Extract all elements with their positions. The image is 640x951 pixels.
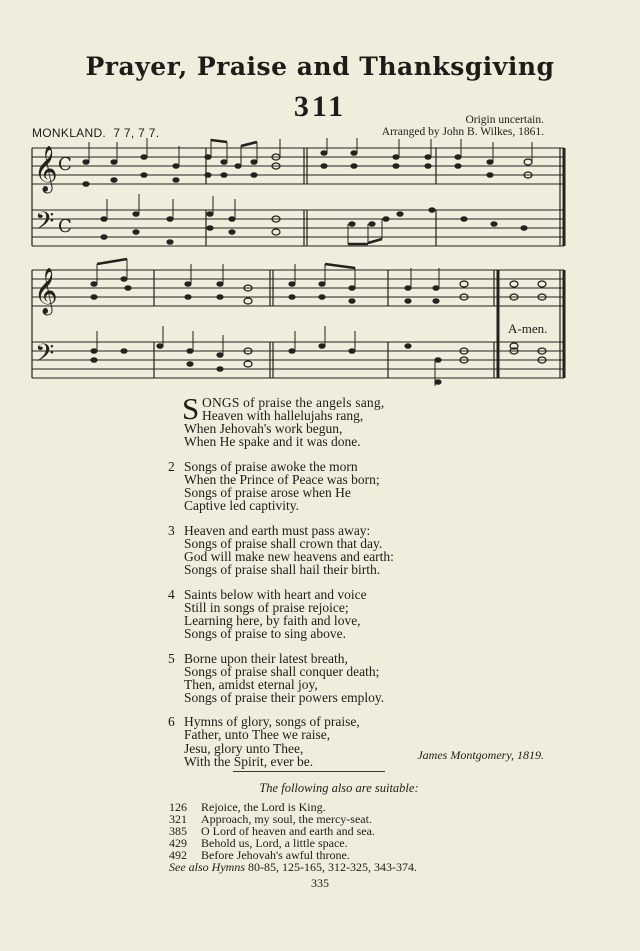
hymn-ref-number: 492 [169, 848, 187, 863]
see-also [169, 861, 417, 873]
verse-number: 3 [168, 522, 175, 538]
verse-line: Songs of praise arose when He [184, 485, 351, 501]
tune-origin: Origin uncertain. [465, 114, 544, 126]
suitable-hymns-list [169, 801, 417, 874]
page-number: 335 [311, 876, 329, 890]
verse-line: Jesu, glory unto Thee, [184, 740, 304, 756]
see-also-label: See also Hymns [169, 860, 245, 875]
verse-line: Heaven and earth must pass away: [184, 522, 371, 538]
verse-line: Hymns of glory, songs of praise, [184, 714, 360, 730]
verse-4 [168, 588, 394, 640]
verse-line: Songs of praise shall hail their birth. [184, 562, 381, 578]
half-notes [244, 154, 546, 367]
verse-line: Songs of praise awoke the morn [184, 458, 358, 474]
hymn-ref-title: Behold us, Lord, a little space. [201, 836, 348, 851]
beams [97, 140, 382, 268]
verse-number: 6 [168, 714, 175, 730]
verse-line: When the Prince of Peace was born; [184, 471, 380, 487]
hymn-ref-title: Approach, my soul, the mercy-seat. [201, 812, 372, 827]
hymn-ref-number: 321 [169, 812, 187, 827]
verse-line: ONGS of praise the angels sang, [202, 395, 385, 410]
hymn-ref-title: Rejoice, the Lord is King. [201, 800, 326, 814]
divider [233, 771, 385, 772]
verse-line: With the Spirit, ever be. [184, 753, 314, 769]
tune-meter: 7 7, 7 7. [113, 126, 160, 140]
verse-line: Heaven with hallelujahs rang, [202, 408, 364, 424]
verse-number: 2 [168, 458, 175, 474]
drop-cap: S [182, 391, 200, 426]
hymn-ref-number: 429 [169, 836, 187, 851]
verse-2 [168, 460, 394, 512]
author-credit: James Montgomery, 1819. [417, 748, 544, 762]
verse-3 [168, 524, 394, 576]
verse-line: Songs of praise their powers employ. [184, 689, 385, 705]
verse-line: Father, unto Thee we raise, [184, 727, 331, 743]
tune-title: MONKLAND. [32, 126, 107, 140]
music-score [24, 138, 572, 390]
bass-clef: 𝄢 [35, 207, 55, 242]
hymn-ref-title: O Lord of heaven and earth and sea. [201, 824, 375, 839]
verse-line: Songs of praise shall conquer death; [184, 663, 380, 679]
hymn-ref-title: Before Jehovah's awful throne. [201, 848, 350, 863]
verse-line: Then, amidst eternal joy, [184, 676, 318, 692]
section-title: Prayer, Praise and Thanksgiving [85, 52, 555, 81]
arranger-credit: Arranged by John B. Wilkes, 1861. [381, 126, 544, 138]
staff-lines [32, 148, 564, 378]
verse-line: God will make new heavens and earth: [184, 548, 394, 564]
verse-line: Songs of praise to sing above. [184, 625, 346, 641]
hymn-ref-number: 385 [169, 824, 187, 839]
verse-line: Borne upon their latest breath, [184, 650, 348, 666]
verse-line: Saints below with heart and voice [184, 586, 367, 602]
treble-clef: 𝄞 [34, 146, 58, 192]
hymn-number: 311 [293, 90, 347, 123]
verse-6 [168, 715, 394, 767]
suitable-heading-text: The following also are suitable: [259, 781, 419, 795]
verse-line: Captive led captivity. [184, 498, 299, 514]
verse-number: 4 [168, 586, 175, 602]
suitable-heading [0, 781, 640, 796]
verse-line: When He spake and it was done. [184, 434, 361, 450]
barlines [32, 148, 564, 378]
clefs [34, 146, 72, 374]
verse-line: When Jehovah's work begun, [184, 421, 343, 437]
hymn-text [168, 391, 394, 779]
common-time: C [58, 154, 72, 175]
verse-line: Learning here, by faith and love, [184, 612, 361, 628]
verse-5 [168, 652, 394, 704]
see-also-refs: 80-85, 125-165, 312-325, 343-374. [247, 860, 417, 875]
verse-line: Songs of praise shall crown that day. [184, 535, 383, 551]
verse-line: Still in songs of praise rejoice; [184, 599, 349, 615]
common-time: C [58, 216, 72, 237]
treble-clef: 𝄞 [34, 268, 58, 314]
verse-1 [168, 391, 394, 450]
verse-number: 5 [168, 650, 175, 666]
hymn-ref-number: 126 [169, 800, 187, 814]
bass-clef: 𝄢 [35, 339, 55, 374]
amen-label: A-men. [508, 321, 548, 336]
